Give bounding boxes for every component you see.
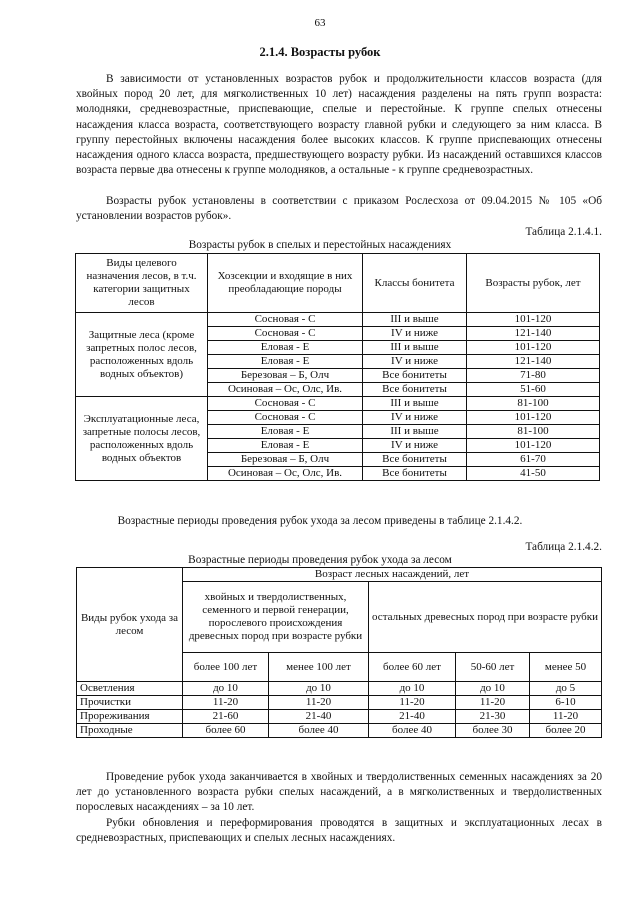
table-cell: IV и ниже [363, 439, 467, 453]
table-cell: Еловая - Е [208, 439, 363, 453]
group-name-cell: Защитные леса (кроме запретных полос лесов, расположенных вдоль водных объектов) [76, 313, 208, 397]
table-header-row [77, 568, 602, 582]
table-header-cell: Возраст лесных насаждений, лет [183, 568, 602, 582]
table-cell: до 10 [369, 682, 456, 696]
table-header-cell: Возрасты рубок, лет [467, 254, 600, 313]
table-cell: Все бонитеты [363, 383, 467, 397]
table-header-cell: Виды рубок ухода за лесом [77, 568, 183, 682]
table-header-cell: Хозсекции и входящие в них преобладающие породы [208, 254, 363, 313]
table-cell: до 10 [183, 682, 269, 696]
table-header-cell: более 60 лет [369, 653, 456, 682]
table-cell: 11-20 [530, 710, 602, 724]
table-cell: 11-20 [456, 696, 530, 710]
table-cell: более 40 [369, 724, 456, 738]
table-cell: 41-50 [467, 467, 600, 481]
table-row [76, 313, 600, 327]
table-thinning-periods [76, 567, 602, 738]
table-cell: 11-20 [269, 696, 369, 710]
table-cell: III и выше [363, 341, 467, 355]
table-header-cell: менее 50 [530, 653, 602, 682]
table-cell: Осветления [77, 682, 183, 696]
table-cell: 11-20 [183, 696, 269, 710]
table-cell: более 30 [456, 724, 530, 738]
table-cell: Осиновая – Ос, Олс, Ив. [208, 467, 363, 481]
table-header-cell: Виды целевого назначения лесов, в т.ч. категории защитных лесов [76, 254, 208, 313]
table-cell: IV и ниже [363, 355, 467, 369]
table-row [77, 696, 602, 710]
table-cell: 81-100 [467, 397, 600, 411]
section-heading: 2.1.4. Возрасты рубок [259, 45, 381, 59]
table-header-cell: 50-60 лет [456, 653, 530, 682]
paragraph-age-groups: В зависимости от установленных возрастов рубок и продолжительности классов возраста (для хвойных пород 20 лет, для мягколиственных 10 лет) насаждения разделены на пять групп возраста: молодняки, средневозрастные, приспевающие, спелые и перестойные. К группе спелых отнесены насаждения класса возраста, соответствующего возрасту главной рубки и следующего за ним класса. В группу перестойных включены насаждения более высоких классов. К группе приспевающих отнесены насаждения одного класса возраста, предшествующего возрасту рубки. Из насаждений оставшихся классов возраста первые два отнесены к группе молодняков, а остальные - к группе средневозрастных. [76, 73, 602, 177]
table-header-cell: менее 100 лет [269, 653, 369, 682]
table-cell: III и выше [363, 313, 467, 327]
table-header-row [76, 254, 600, 313]
table-cell: Все бонитеты [363, 369, 467, 383]
table-cell: Сосновая - С [208, 313, 363, 327]
table-cell: 21-30 [456, 710, 530, 724]
table-cell: Березовая – Б, Олч [208, 369, 363, 383]
table-cell: более 20 [530, 724, 602, 738]
paragraph-order: Возрасты рубок установлены в соответствии с приказом Рослесхоза от 09.04.2015 № 105 «Об установлении возрастов рубок». [76, 195, 602, 223]
table-cell: Все бонитеты [363, 453, 467, 467]
table-cell: 21-40 [269, 710, 369, 724]
table-row [76, 397, 600, 411]
page-number: 63 [314, 17, 326, 29]
table-cell: Еловая - Е [208, 425, 363, 439]
table-cell: 121-140 [467, 355, 600, 369]
table-cell: 101-120 [467, 341, 600, 355]
table2-label: Таблица 2.1.4.2. [525, 541, 602, 553]
table-cell: III и выше [363, 425, 467, 439]
table-cell: Сосновая - С [208, 411, 363, 425]
table-cell: 81-100 [467, 425, 600, 439]
table-header-cell: более 100 лет [183, 653, 269, 682]
table-row [77, 710, 602, 724]
table-cell: Сосновая - С [208, 397, 363, 411]
table-cell: Березовая – Б, Олч [208, 453, 363, 467]
table-cell: 101-120 [467, 439, 600, 453]
paragraph-table-ref: Возрастные периоды проведения рубок ухода за лесом приведены в таблице 2.1.4.2. [117, 515, 523, 527]
table-cell: 11-20 [369, 696, 456, 710]
table-cell: Все бонитеты [363, 467, 467, 481]
table-cell: Еловая - Е [208, 341, 363, 355]
table-cell: Проходные [77, 724, 183, 738]
table-cell: 6-10 [530, 696, 602, 710]
table-header-cell: Классы бонитета [363, 254, 467, 313]
table-cell: 21-60 [183, 710, 269, 724]
table-row [77, 724, 602, 738]
table-cell: 121-140 [467, 327, 600, 341]
table-header-cell: хвойных и твердолиственных, семенного и первой генерации, порослевого происхождения древесных пород при возрасте рубки [183, 582, 369, 653]
table-header-cell: остальных древесных пород при возрасте рубки [369, 582, 602, 653]
table1-title: Возрасты рубок в спелых и перестойных насаждениях [188, 239, 452, 251]
table-cell: Сосновая - С [208, 327, 363, 341]
table-cell: 51-60 [467, 383, 600, 397]
table-cell: 101-120 [467, 313, 600, 327]
table1-label: Таблица 2.1.4.1. [525, 226, 602, 238]
paragraph-thinning-end: Проведение рубок ухода заканчивается в хвойных и твердолиственных семенных насаждениях за 20 лет до установленного возраста рубки спелых насаждений, а в мягколиственных и твердолиственных порослевых насаждениях – за 10 лет. [76, 771, 602, 814]
table-cell: до 10 [456, 682, 530, 696]
table-cell: 101-120 [467, 411, 600, 425]
table-cell: III и выше [363, 397, 467, 411]
table-cell: IV и ниже [363, 411, 467, 425]
table-cutting-ages [75, 253, 600, 481]
table-cell: более 60 [183, 724, 269, 738]
table-cell: 71-80 [467, 369, 600, 383]
table-cell: Осиновая – Ос, Олс, Ив. [208, 383, 363, 397]
table-cell: более 40 [269, 724, 369, 738]
table2-title: Возрастные периоды проведения рубок ухода за лесом [188, 554, 452, 566]
table-cell: IV и ниже [363, 327, 467, 341]
table-cell: Еловая - Е [208, 355, 363, 369]
table-cell: до 10 [269, 682, 369, 696]
table-cell: Прочистки [77, 696, 183, 710]
table-cell: 21-40 [369, 710, 456, 724]
paragraph-renewal: Рубки обновления и переформирования проводятся в защитных и эксплуатационных лесах в средневозрастных, приспевающих и спелых лесных насаждениях. [76, 817, 602, 845]
table-cell: до 5 [530, 682, 602, 696]
table-cell: Прореживания [77, 710, 183, 724]
group-name-cell: Эксплуатационные леса, запретные полосы лесов, расположенных вдоль водных объектов [76, 397, 208, 481]
table-cell: 61-70 [467, 453, 600, 467]
table-row [77, 682, 602, 696]
